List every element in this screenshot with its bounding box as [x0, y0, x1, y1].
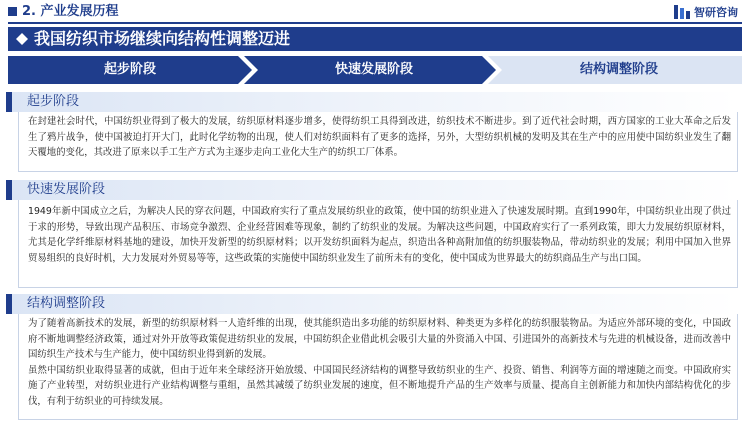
- section-accent-bar: [6, 180, 12, 200]
- tab-label: 起步阶段: [103, 62, 156, 77]
- header-divider: [8, 22, 742, 24]
- page-title: 我国纺织市场继续向结构性调整迈进: [34, 29, 291, 48]
- section-paragraph: 为了随着高新技术的发展，新型的纺织原材料一人造纤维的出现，使其能织造出多功能的纺织原材料、种类更为多样化的纺织服装物品。为适应外部环境的变化，中国政府不断地调整经济政策，通过对外开放等政策促进纺织业的发展，中国纺织企业借此机会吸引大量的外资涌入中国、引进国外的高新技术与先进的机械设备，进而改善中国纺织生产技术与生产能力，使中国纺织业得到新的发展。: [28, 318, 731, 360]
- section-box: [18, 304, 738, 420]
- section-rapid-development: [6, 180, 744, 288]
- section-heading: 2. 产业发展历程: [22, 4, 119, 19]
- section-header: [12, 294, 738, 314]
- section-title: 结构调整阶段: [27, 296, 106, 311]
- section-body: [28, 204, 731, 266]
- brand-logo: [674, 4, 738, 20]
- tab-label: 结构调整阶段: [579, 62, 658, 77]
- tab-start-stage[interactable]: [8, 56, 252, 84]
- section-marker-icon: [8, 7, 17, 16]
- section-paragraph: 在封建社会时代，中国纺织业得到了极大的发展，纺织原材料逐步增多，使得纺织工具得到改进，纺织技术不断进步。到了近代社会时期，西方国家的工业大革命之后发生了鸦片战争，使中国被迫打开大门，此时化学纺物的出现，使人们对纺织面料有了更多的选择，另外，大型纺织机械的发明及其在生产中的应用使中国纺织业发生了翻天覆地的变化，其改进了原来以手工生产方式为主逐步走向工业化大生产的纺织工厂体系。: [28, 116, 731, 158]
- section-box: [18, 102, 738, 172]
- tab-label: 快速发展阶段: [334, 62, 413, 77]
- section-header: [12, 92, 738, 112]
- section-title: 起步阶段: [27, 94, 80, 109]
- stage-tabs: [8, 56, 742, 84]
- section-paragraph: 1949年新中国成立之后，为解决人民的穿衣问题，中国政府实行了重点发展纺织业的政策，使中国的纺织业进入了快速发展时期。直到1990年，中国纺织业出现了供过于求的形势，导致出现产品积压、市场竞争激烈、企业经营困难等现象，制约了纺织业的发展。为解决这些问题，中国政府实行了一系列政策，即大力发展纺织原材料，尤其是化学纤维原材料基地的建设，加快开发新型的纺织原材料；以开发纺织面料为起点，织造出各种高附加值的纺织服装物品，带动纺织业的发展；利用中国加入世界贸易组织的良好时机，大力发展对外贸易等等，这些政策的实施使中国纺织业发生了前所未有的变化，使中国成为世界最大的纺织商品生产与出口国。: [28, 206, 731, 264]
- tab-structural-adjustment[interactable]: [496, 56, 742, 84]
- section-structural-adjustment: [6, 294, 744, 420]
- section-title: 快速发展阶段: [27, 182, 106, 197]
- title-banner: [8, 27, 742, 51]
- section-start-stage: [6, 92, 744, 172]
- section-header: [12, 180, 738, 200]
- section-box: [18, 190, 738, 288]
- section-accent-bar: [6, 294, 12, 314]
- top-header: [0, 0, 750, 24]
- section-body: [28, 114, 731, 161]
- zhiyan-logo-icon: [674, 5, 690, 19]
- section-accent-bar: [6, 92, 12, 112]
- tab-rapid-development[interactable]: [252, 56, 496, 84]
- logo-text: 智研咨询: [694, 6, 738, 19]
- section-paragraph: 虽然中国纺织业取得显著的成就，但由于近年来全球经济开始放缓、中国国民经济结构的调整导致纺织业的生产、投资、销售、利润等方面的增速随之而变。中国政府实施了产业转型，对纺织业进行产业结构调整与重组，虽然其减缓了纺织业发展的速度，但不断地提升产品的生产效率与质量、提高自主创新能力和加快内部结构优化的步伐，有利于纺织业的可持续发展。: [28, 364, 731, 407]
- diamond-icon: [16, 33, 28, 45]
- section-body: [28, 316, 731, 409]
